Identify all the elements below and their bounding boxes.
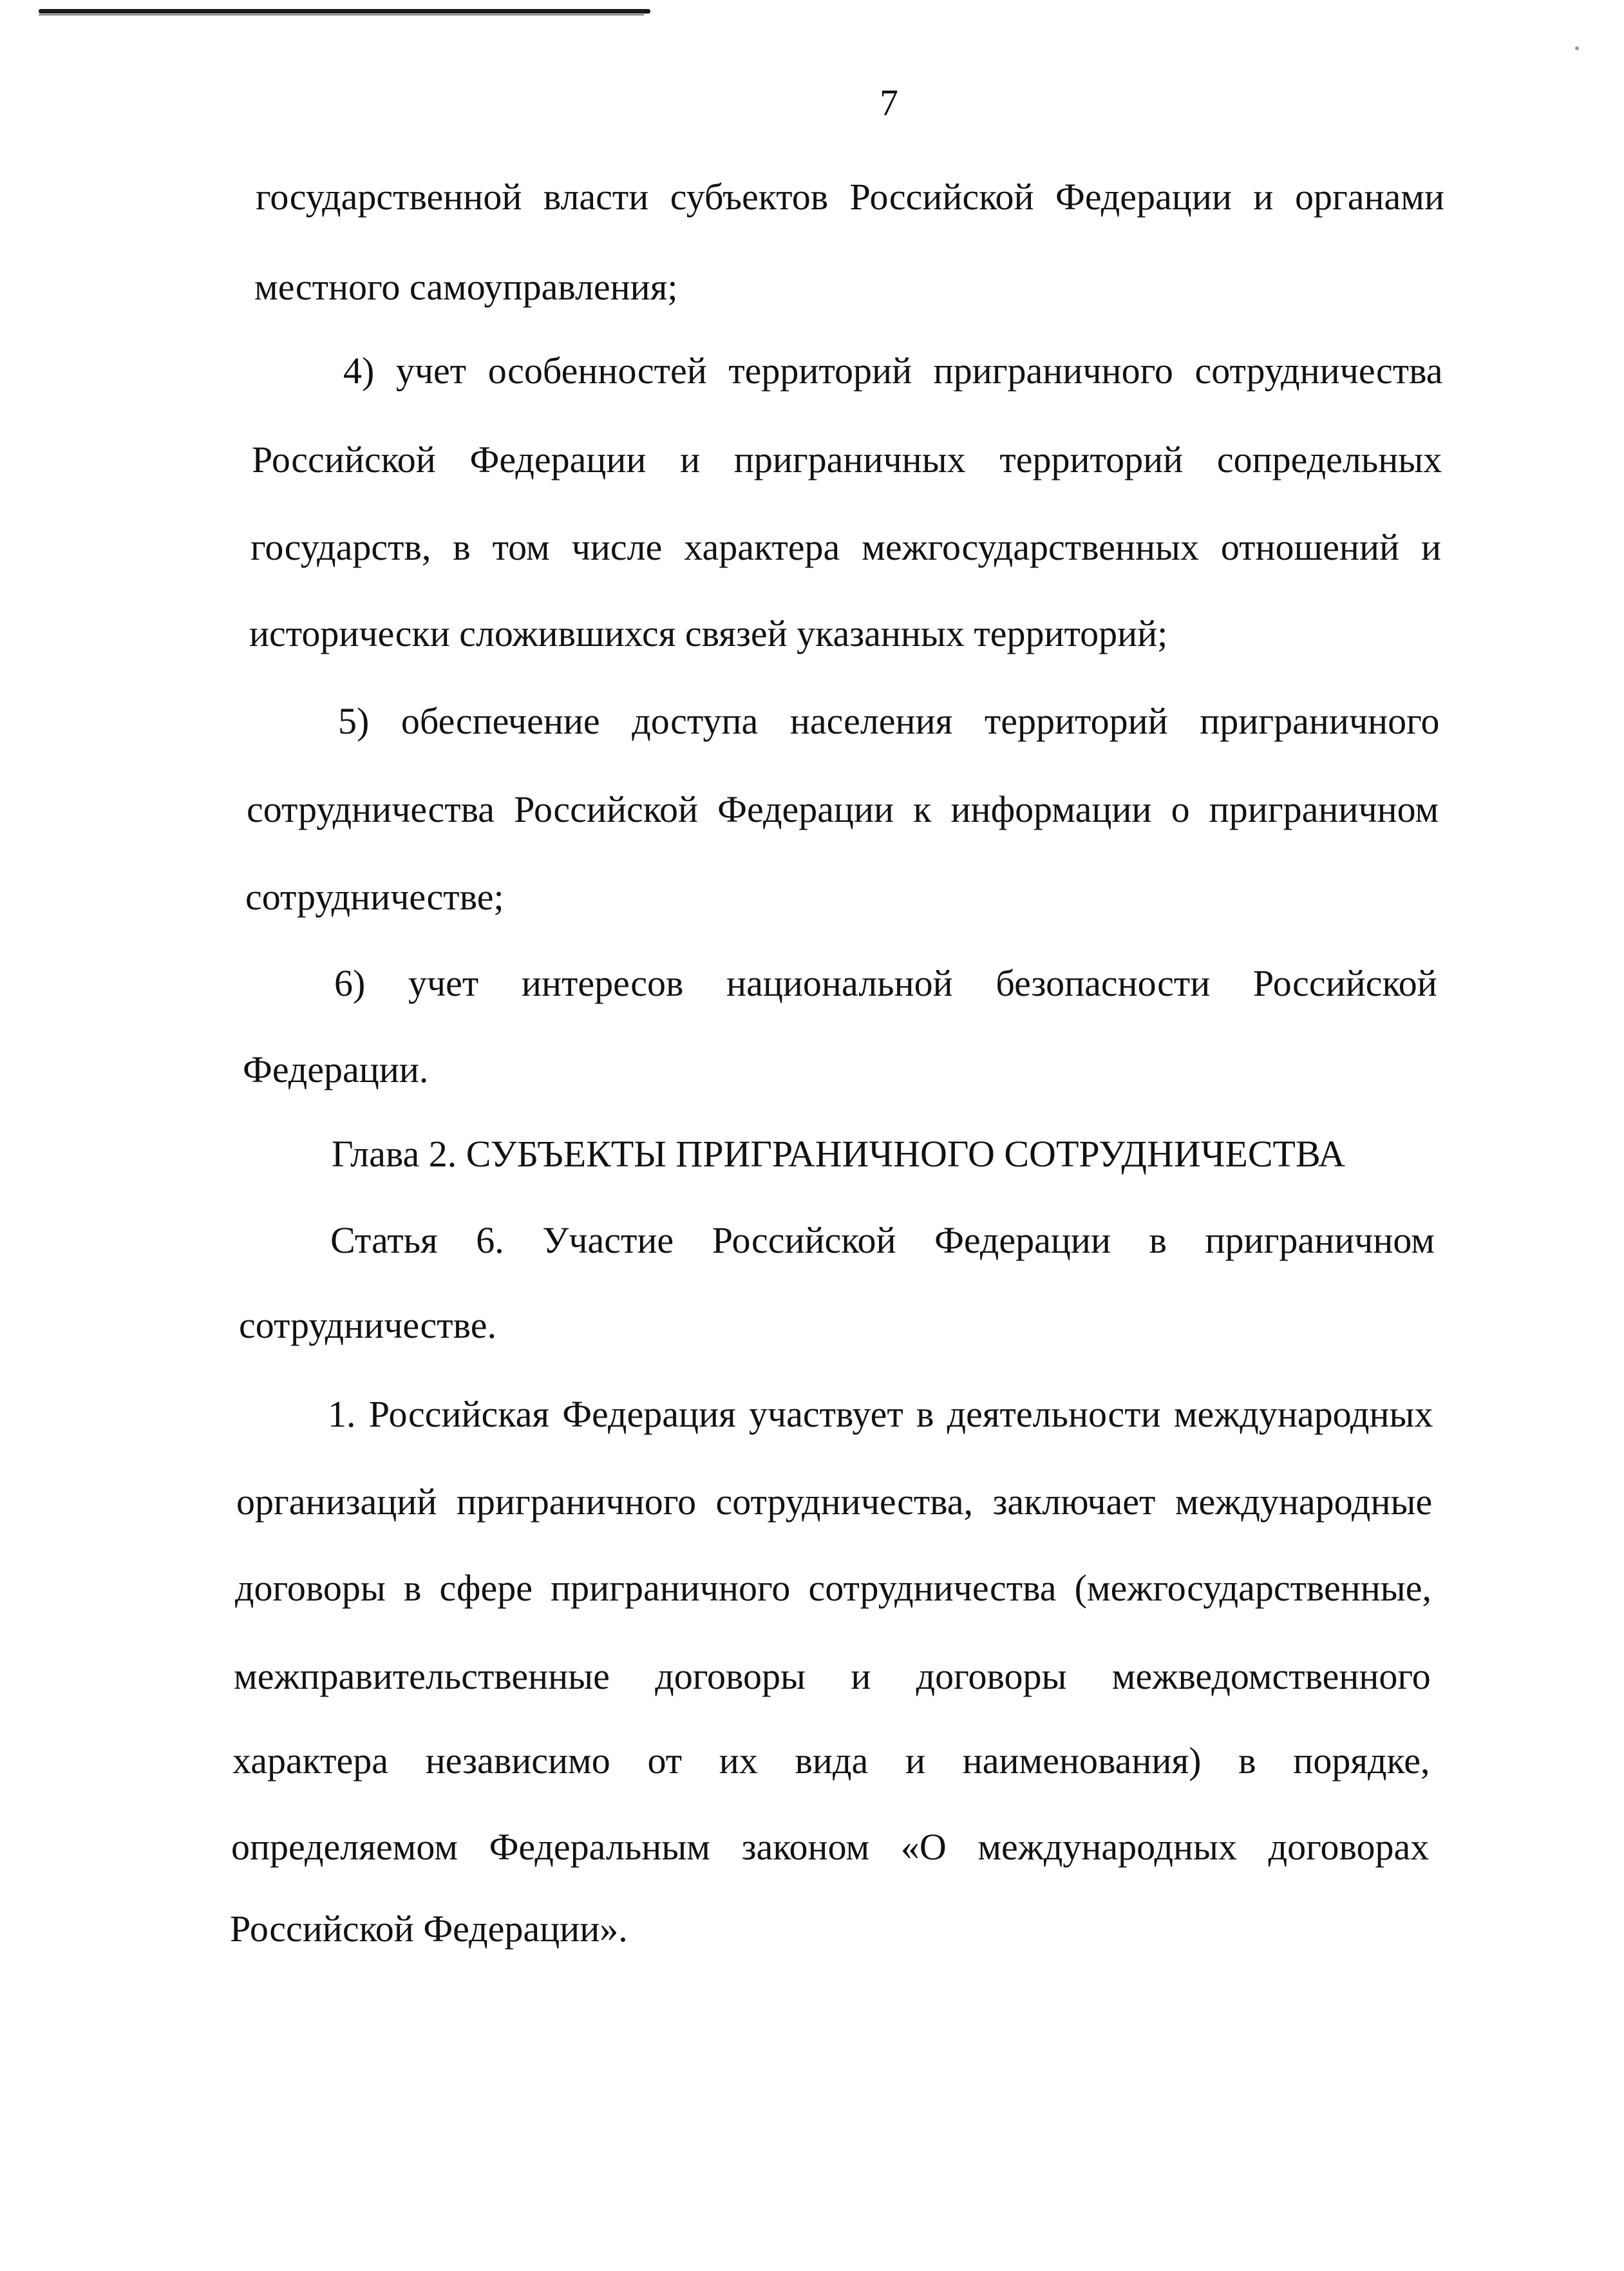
text-line: сотрудничестве; bbox=[245, 876, 504, 918]
text-line: Российской Федерации и приграничных территорий сопредельных bbox=[252, 439, 1442, 480]
text-line: государственной власти субъектов Российской Федерации и органами bbox=[256, 176, 1444, 218]
chapter-heading: Глава 2. СУБЪЕКТЫ ПРИГРАНИЧНОГО СОТРУДНИЧЕСТВА bbox=[332, 1133, 1345, 1175]
text-line: государств, в том числе характера межгосударственных отношений и bbox=[250, 526, 1441, 568]
scan-speck bbox=[1575, 46, 1579, 50]
text-line: 5) обеспечение доступа населения территорий приграничного bbox=[338, 700, 1440, 742]
text-line: межправительственные договоры и договоры межведомственного bbox=[234, 1655, 1431, 1697]
article-heading: Статья 6. Участие Российской Федерации в приграничном bbox=[330, 1219, 1435, 1261]
text-line: сотрудничества Российской Федерации к информации о приграничном bbox=[247, 788, 1439, 830]
text-line: 6) учет интересов национальной безопасности Российской bbox=[334, 962, 1437, 1004]
text-line: местного самоуправления; bbox=[254, 266, 678, 308]
text-line: сотрудничестве. bbox=[239, 1304, 496, 1346]
text-line: 1. Российская Федерация участвует в деятельности международных bbox=[328, 1393, 1433, 1435]
scan-artifact-line-thin bbox=[39, 14, 644, 15]
text-line: Федерации. bbox=[243, 1049, 429, 1090]
page-number: 7 bbox=[880, 82, 898, 124]
scan-artifact-line bbox=[39, 9, 650, 14]
text-line: Российской Федерации». bbox=[230, 1908, 628, 1950]
text-line: определяемом Федеральным законом «О международных договорах bbox=[231, 1826, 1430, 1868]
text-line: договоры в сфере приграничного сотрудничества (межгосударственные, bbox=[235, 1567, 1431, 1609]
text-line: характера независимо от их вида и наименования) в порядке, bbox=[232, 1740, 1430, 1782]
text-line: организаций приграничного сотрудничества, заключает международные bbox=[236, 1481, 1433, 1523]
text-line: 4) учет особенностей территорий приграничного сотрудничества bbox=[343, 350, 1443, 392]
text-line: исторически сложившихся связей указанных территорий; bbox=[249, 613, 1168, 654]
